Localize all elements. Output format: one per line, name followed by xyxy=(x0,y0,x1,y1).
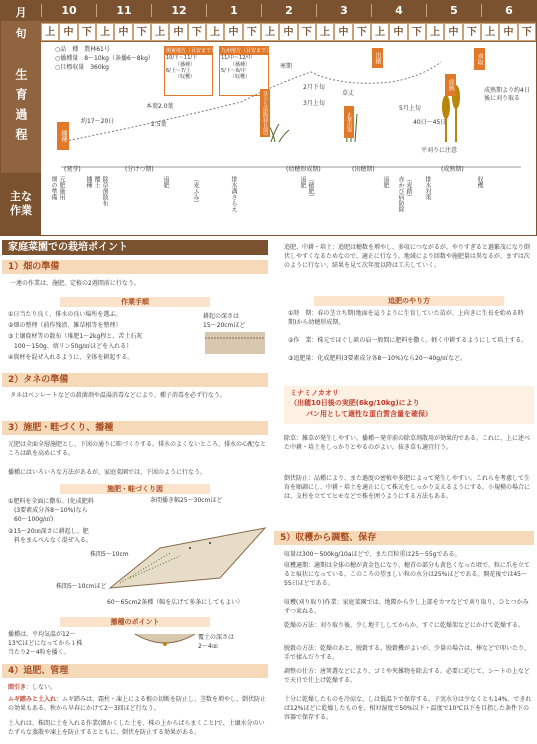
shun-3-0: 上 xyxy=(316,23,334,41)
month-5: 5 xyxy=(426,4,481,17)
shun-3-1: 中 xyxy=(334,23,352,41)
work-6: 追肥 xyxy=(162,176,169,188)
r-p1: 追肥、中耕・培土：追肥は穂数を増やし、多収につながるが、やりすぎると過繁茂になり倒伏しやすくなるためなので、適正に行なう。地域により回数や施肥量は異なるが、まずは次のように行ない、結果を見て次年度以降は工夫していく。 xyxy=(284,244,530,269)
s1-l3b: 100～150g、熔リン50g/㎡ほどを入れる） xyxy=(14,343,133,350)
s3-w4: 60～65cm2条種（幅を広げて多条にしてもよい） xyxy=(107,599,244,606)
s3-f1b: (3要素成分各8～10%)なら xyxy=(14,507,88,514)
work-2: 元肥施用 xyxy=(58,176,65,200)
shun-6-1: 中 xyxy=(499,23,517,41)
shun-2-1: 中 xyxy=(279,23,297,41)
s3-f1c: 60～100g/㎡) xyxy=(14,516,54,523)
tag-heading: 出穂 xyxy=(372,48,383,68)
seed-figure xyxy=(135,630,195,654)
shun-2-2: 下 xyxy=(298,23,316,41)
work-15: 収穫 xyxy=(476,176,483,188)
work-14: 排水対策 xyxy=(424,176,431,200)
r-p9: 調整の仕方：唐箕選などにより、ゴミや夾雑物を除去する。必要に応じて、シートの上などで天日で仕上げ乾燥する。 xyxy=(284,668,530,684)
region-kanto-harvest-label: （収穫） xyxy=(175,74,196,80)
r-p3: 倒伏防止：品種により、また過度の密植や多肥によって発生しやすい。これらを考慮して生育を順調にし、中耕・培土を適正にして株元をしっかり支えるようにする。小規模の場合には、支柱を立ててヒモなどで株を囲うようにする方法もある。 xyxy=(284,475,531,500)
s3-pt5: 2～4㎝ xyxy=(198,643,218,650)
region-kanto-harvest: 6/上～7/上 xyxy=(166,67,191,74)
section-4: 4）追肥、管理 xyxy=(2,664,268,678)
mar-label: 3月上旬 xyxy=(303,100,325,107)
region-kanto-title: 関東地方（目安まで） xyxy=(166,48,217,54)
shun-4-1: 中 xyxy=(389,23,407,41)
s4-a: 間引き：しない。 xyxy=(8,684,57,691)
flat-note: 平刈りに注意 xyxy=(421,147,458,154)
month-4: 4 xyxy=(371,4,426,17)
section-2: 2）タネの準備 xyxy=(2,373,268,387)
info-variety: ○品 種 農林61号 xyxy=(55,46,110,53)
shun-10-1: 中 xyxy=(59,23,77,41)
work-label: 主な作業 xyxy=(10,190,32,217)
work-side xyxy=(1,173,41,235)
r-p4: 収量は300～500kg/10aほどで、また百粒重は25～55gである。 xyxy=(284,551,461,558)
s3-text1: 元肥は全面全層施肥とし、下図の通りに畦づくりする。排水のよくないところ、排水の心配なところは畝を高めにする。 xyxy=(8,441,267,457)
s3-w3: 株間5～10cmほど xyxy=(56,583,107,590)
region-kyushu-harvest: 5/下～6/中 xyxy=(221,67,246,74)
shun-12-2: 下 xyxy=(188,23,206,41)
ridge-figure xyxy=(100,508,270,598)
s3-f1: ①肥料を全面に撒布。(化成肥料 xyxy=(8,498,94,505)
work-3: 播種 xyxy=(85,176,92,188)
shun-3-2: 下 xyxy=(353,23,371,41)
r-p10: 十分に乾燥したものを冷涼な、しは低温下で保存する。子実水分は少なくとも14%、できれば12%ほどに乾燥したものを、相対湿度で50%以下・温度で10℃以下を目指した条件下の容器で保存する。 xyxy=(284,696,532,721)
shun-2-0: 上 xyxy=(261,23,279,41)
s3-f2: ②15～20㎝深さに耕起し、肥 xyxy=(8,528,89,535)
variety-name: ミナミノカオリ xyxy=(290,389,339,397)
s3-w1: 条間播き幅25～30cmほど xyxy=(150,497,223,504)
s4-b: ムギ踏みと土入れ：ムギ踏みは、霜柱・凍上による根の切断を防止し、茎数を増やし、倒伏防止の効果もある。秋から早春にかけて2～3回ほど行なう。 xyxy=(8,696,267,712)
growth-label: 生育過程 xyxy=(14,67,28,148)
work-1: 畑の準備 xyxy=(50,176,57,200)
shun-12-0: 上 xyxy=(151,23,169,41)
region-kanto-sow-label: （播種） xyxy=(175,61,196,68)
growth-curve xyxy=(41,42,536,173)
work-7: （麦ふみ） xyxy=(192,176,199,206)
soil-figure xyxy=(205,332,265,354)
tag-jointing: 茎立ち(節間伸長期) xyxy=(260,89,270,137)
leaf-label: 2.5葉 xyxy=(151,121,167,128)
s3-pt3: 当たり2～4粒を播く。 xyxy=(8,649,70,656)
month-11: 11 xyxy=(96,4,151,17)
apr-label: 5月上旬 xyxy=(399,105,421,112)
section-5: 5）収穫から調整、保存 xyxy=(274,531,534,545)
s1-l1: ①日当たり良く、排水の良い場所を選ぶ。 xyxy=(8,311,122,318)
work-8: 排水溝さらえ xyxy=(230,176,237,212)
day45-label: 40日～45日 xyxy=(413,119,447,126)
feb-label: 2月下旬 xyxy=(303,84,325,91)
stage-3: (幼穂形成期) xyxy=(286,166,321,173)
variety-line3: パン用として適性な蛋白質含量を確保） xyxy=(306,410,432,418)
work-5: 除草剤散布 xyxy=(101,176,108,206)
r-p2: 除草：雑草が発生しやすい。播種～発芽前の除草剤散用が効果的である。これに、上に述べた中耕・培土をしっかりとやるのがよい。抜き草も適宜行う。 xyxy=(284,435,531,451)
s1-l4: ④資材を混ぜ入れるように、全体を耕起する。 xyxy=(8,354,134,361)
stage-4: (出穂期) xyxy=(352,166,375,173)
work-12: 赤かび病防除 xyxy=(397,176,404,212)
shun-5-2: 下 xyxy=(463,23,481,41)
month-label: 月 xyxy=(15,6,27,19)
shun-4-2: 下 xyxy=(408,23,426,41)
tiller-label: 本葉2.0葉 xyxy=(146,103,174,110)
r-t3: ③追肥量：化成肥料(3要素成分各8～10%)なら20～40g/㎡など。 xyxy=(288,355,467,362)
s3-pt1: 播種は、平均気温が12～ xyxy=(8,631,76,638)
section-3: 3）施肥・畦づくり、播種 xyxy=(2,421,268,435)
work-4: 覆土 xyxy=(93,176,100,188)
tag-stem: 止葉出現 xyxy=(344,106,354,138)
s3-pt4: 覆土の深さは xyxy=(198,634,235,641)
calendar xyxy=(0,0,537,236)
s1-fig: 耕起の深さは xyxy=(203,313,240,320)
s3-sub: 施肥・畦づくり図 xyxy=(60,484,210,494)
shun-6-0: 上 xyxy=(481,23,499,41)
work-13: （麦踏） xyxy=(405,176,412,200)
r-p6: 収穫(刈り取り)作業：家庭菜園では、地際から少し上部をカマなどで刈り取り、ひとつかみずつ束ねる。 xyxy=(284,599,529,615)
work-9: 追肥 xyxy=(299,176,306,188)
stage-2: (分けつ期) xyxy=(125,166,154,173)
s3-pt2: 13℃ほどになってから１株 xyxy=(8,640,83,647)
shun-1-2: 下 xyxy=(243,23,261,41)
month-1: 1 xyxy=(206,4,261,17)
s3-f2b: 料をまんべんなく混ぜ入る。 xyxy=(14,537,92,544)
r-p8: 脱穀の方法：乾燥のあと、脱穀する。脱穀機がよいが、少量の場合は、棒などで叩いたり、手で揉んだりする。 xyxy=(284,645,531,661)
cold-label: 寒期 xyxy=(280,63,293,70)
shun-5-0: 上 xyxy=(426,23,444,41)
shun-label: 旬 xyxy=(15,27,27,40)
info-yield: ○目標収量 360kg xyxy=(55,64,109,71)
s3-w2: 株間5～10cm xyxy=(90,551,129,558)
month-2: 2 xyxy=(261,4,316,17)
s1-text: 一連の作業は、施肥、定植の2週間前に行なう。 xyxy=(10,280,140,287)
tag-sowing: 播種 xyxy=(57,122,69,150)
region-kanto-sow: 10/下～11/下 xyxy=(166,55,198,62)
region-kyushu-harvest-label: （収穫） xyxy=(230,74,251,80)
s1-fig2: 15～20cmほど xyxy=(203,322,246,329)
shun-6-2: 下 xyxy=(518,23,536,41)
shun-4-0: 上 xyxy=(371,23,389,41)
region-kyushu-title: 九州地方（目安まで） xyxy=(221,48,272,54)
r-sub1: 追肥のやり方 xyxy=(314,296,504,306)
shun-10-0: 上 xyxy=(41,23,59,41)
harvest-note: 成熟期より約4日後に刈り取る xyxy=(484,87,530,102)
stage-5: (成熟期) xyxy=(441,166,464,173)
info-seed: ○播種量 8～10kg（条播6～8kg） xyxy=(55,55,154,62)
growth-side xyxy=(1,42,41,173)
s1-sub: 作業手順 xyxy=(60,297,210,307)
days-label: 約17～20日 xyxy=(81,118,115,125)
r-t2: ②作 業：株元でほぐし畝の肩一般間に肥料を撒く。軽く中耕するようにして培土する。 xyxy=(288,337,528,344)
variety-line2: （出穂10日後の実肥(6kg/10kg)により xyxy=(290,399,420,407)
month-3: 3 xyxy=(316,4,371,17)
s1-l2: ②畑の整理（前作残渣、雑草根等を整理） xyxy=(8,322,122,329)
work-11: 追肥 xyxy=(382,176,389,188)
region-kyushu-sow: 11/中～12/中 xyxy=(221,55,253,62)
region-kyushu-sow-label: （播種） xyxy=(230,61,251,68)
s1-l3: ③土壌資材等の散布（堆肥1～2kg程と、苦土石灰 xyxy=(8,333,143,340)
tag-mature: 成熟 xyxy=(445,74,456,96)
r-t1: ①時 期：春の茎立ち期(地面を這うように生育していた苗が、上向きに生長を始める時期)から幼穂形成期。 xyxy=(288,310,524,326)
work-10: （穂肥） xyxy=(307,176,314,200)
shun-5-1: 中 xyxy=(444,23,462,41)
shun-12-1: 中 xyxy=(169,23,187,41)
tag-harvest: 刈取 xyxy=(474,48,485,70)
shun-11-1: 中 xyxy=(114,23,132,41)
s3-text2: 播種にはいろいろな方法があるが、家庭菜園では、下図のように行なう。 xyxy=(8,469,207,476)
s2-text: タネはベンレートなどの殺菌剤や温湯消毒などにより、種子消毒を必ず行なう。 xyxy=(10,392,226,399)
section-1: 1）畑の準備 xyxy=(2,260,268,274)
shun-11-2: 下 xyxy=(133,23,151,41)
s3-sub2: 播種のポイント xyxy=(60,617,210,627)
month-12: 12 xyxy=(151,4,206,17)
variety-box xyxy=(284,386,534,424)
s4-c: 土入れは、株間に土を入れる作業(細かくした土を、株の上からばらまくこと)で、土壌水分のいたずらな蒸散や凍上を防止するとともに、倒伏を防止する効果がある。 xyxy=(8,720,265,736)
stage-1: (発芽) xyxy=(64,166,81,173)
r-p5: 収穫適期：適期は全体の穂が黄金色になり、穂首の部分も黄色くなった頃で、粒に爪を立てると痕状になっている。このころの望ましい粒の水分は25%ほどである。開花後では45～55日ほどである。 xyxy=(284,562,530,587)
month-6: 6 xyxy=(481,4,536,17)
shun-11-0: 上 xyxy=(96,23,114,41)
main-title: 家庭菜園での栽培ポイント xyxy=(2,240,268,255)
shun-1-1: 中 xyxy=(224,23,242,41)
grass-label: 草丈 xyxy=(342,90,355,97)
shun-1-0: 上 xyxy=(206,23,224,41)
shun-10-2: 下 xyxy=(78,23,96,41)
month-10: 10 xyxy=(41,4,96,17)
r-p7: 乾燥の方法：刈り取り後、少し地干ししてからか、すぐに乾燥架などにかけて乾燥する。 xyxy=(284,622,525,629)
